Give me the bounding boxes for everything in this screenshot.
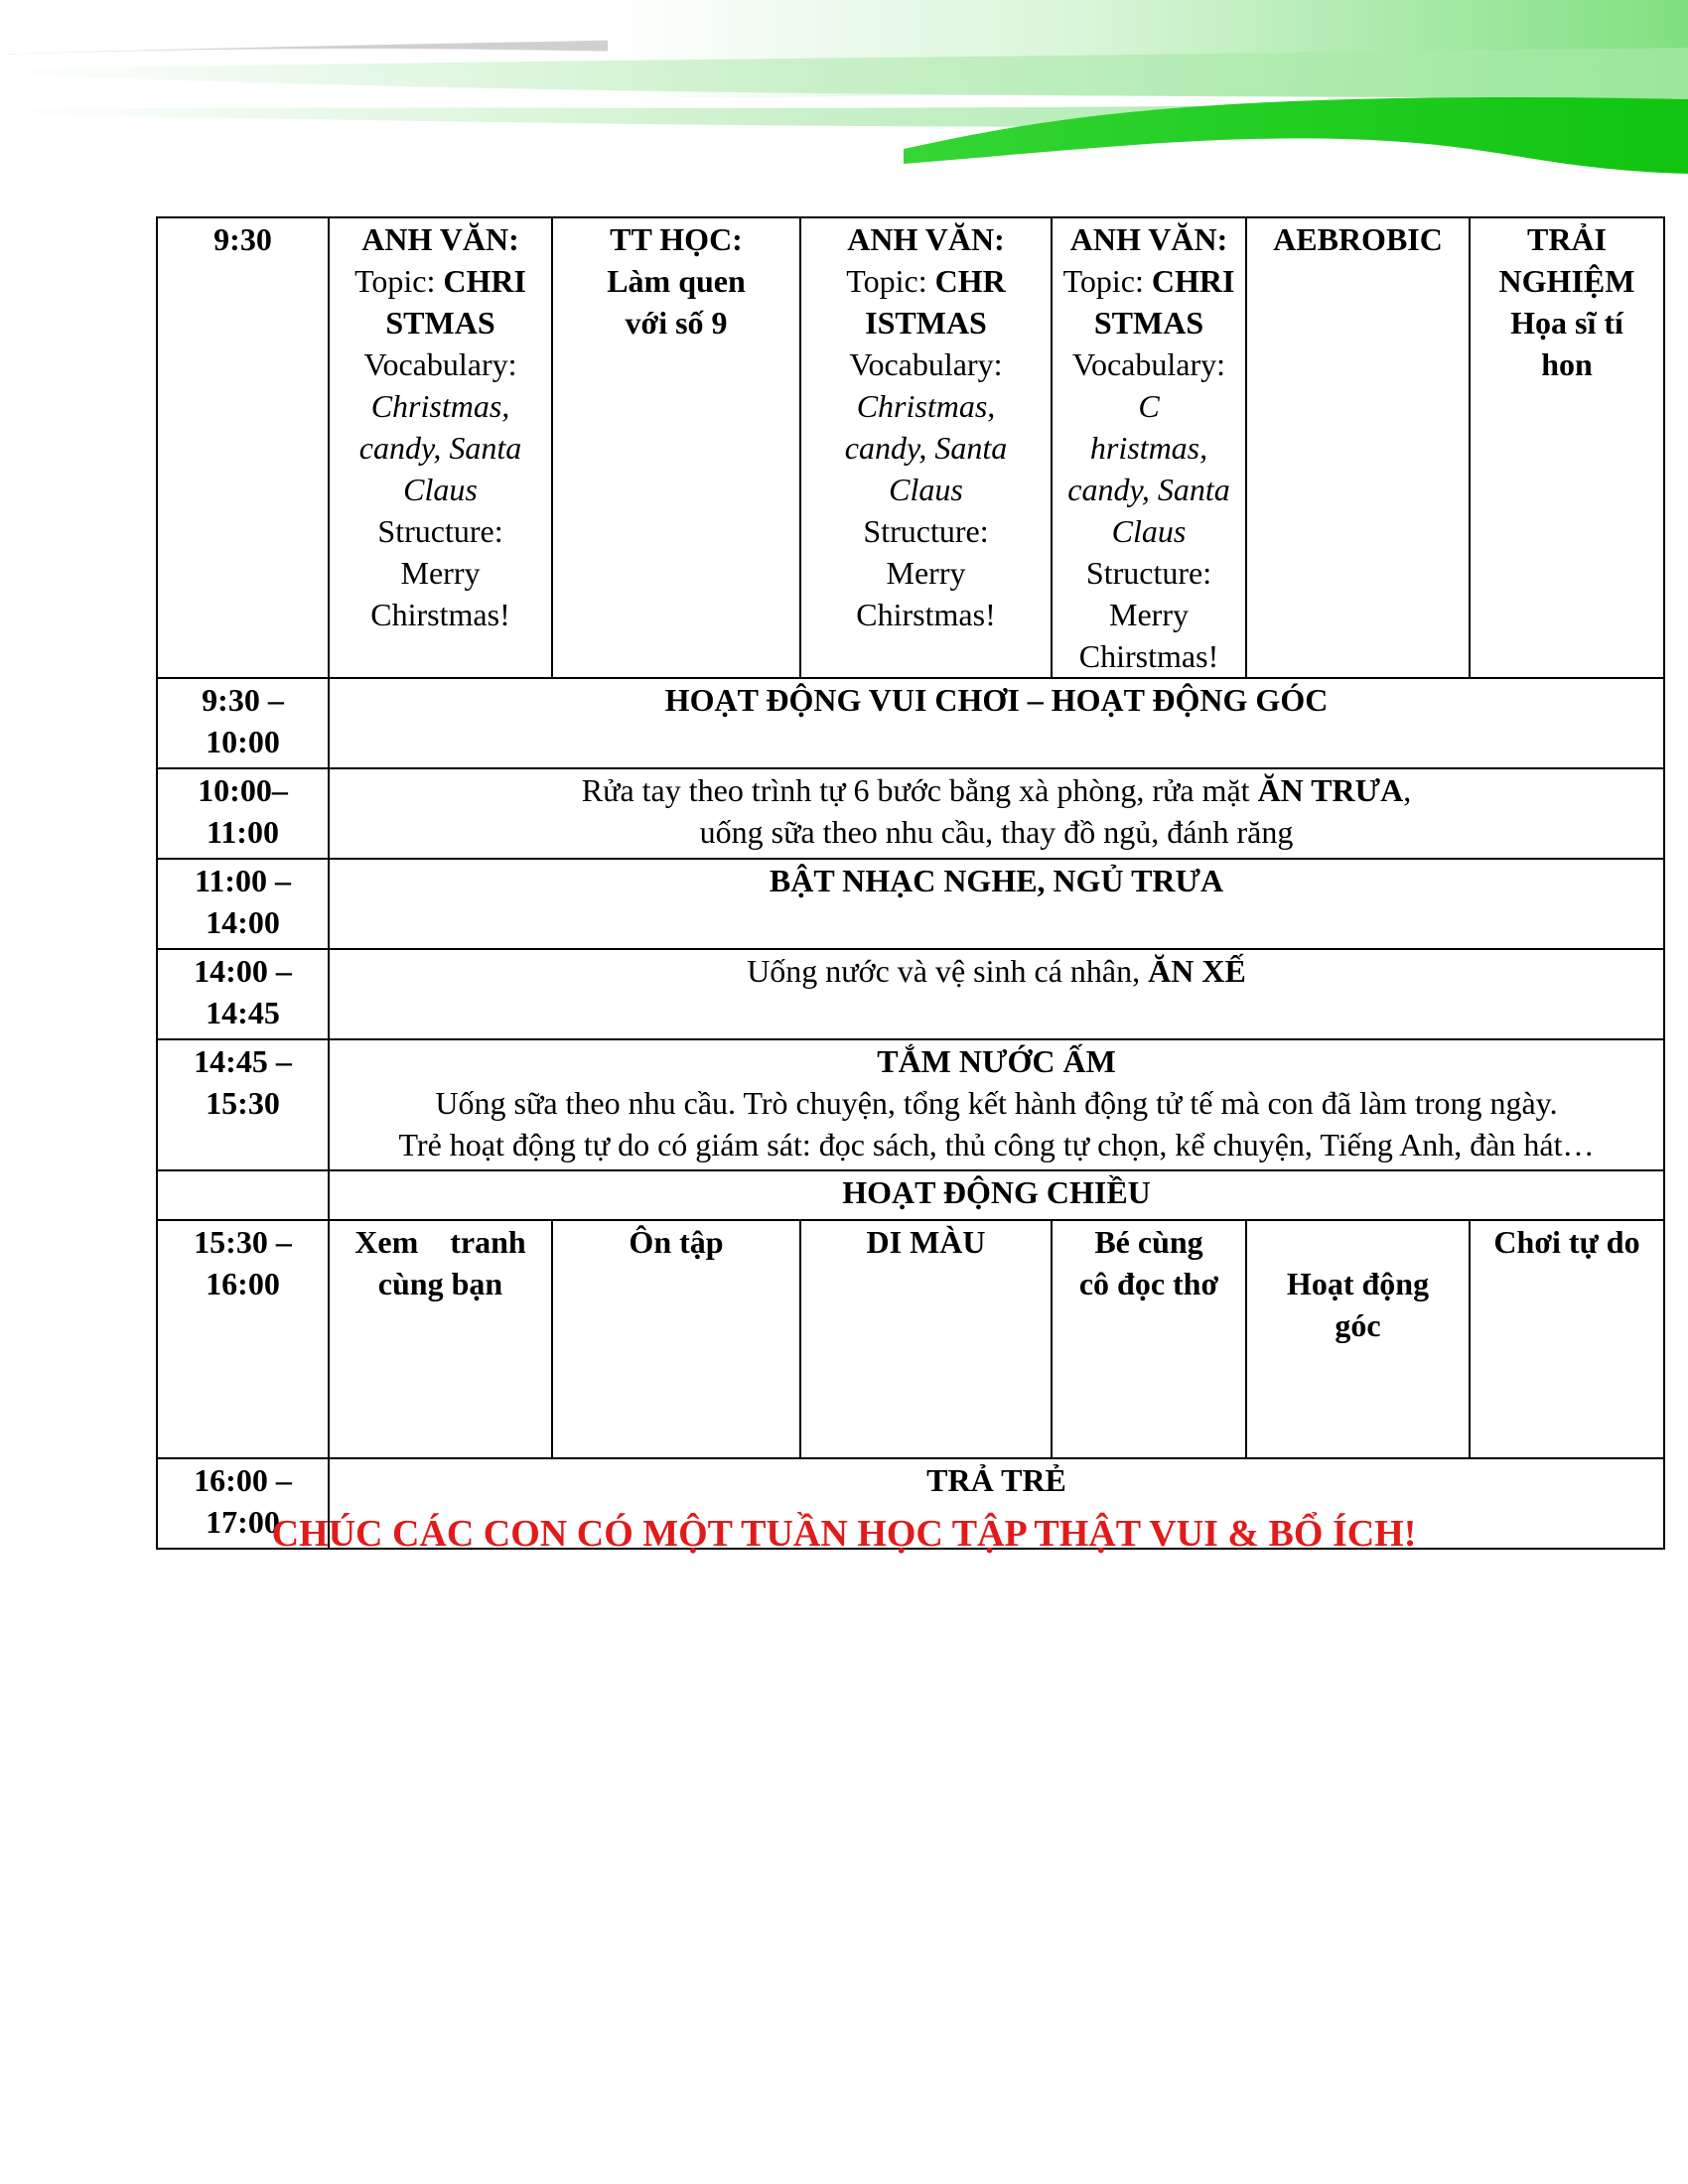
header-decoration [0,0,1688,189]
schedule-table [156,216,1665,1550]
aerobic-cell: AEBROBIC [1246,217,1470,678]
time-cell: 9:30 – 10:00 [157,678,329,768]
experience-cell: TRẢI NGHIỆM Họa sĩ tí hon [1470,217,1664,678]
afternoon-cell-5: Hoạt động góc [1246,1220,1470,1458]
time-cell: 16:00 – 17:00 [157,1458,329,1549]
english-cell-2: ANH VĂN: Topic: CHR ISTMAS Vocabulary: Christmas, candy, Santa Claus Structure: Merry Chirstmas! [800,217,1052,678]
math-cell: TT HỌC: Làm quen với số 9 [552,217,800,678]
activity-cell: BẬT NHẠC NGHE, NGỦ TRƯA [329,859,1664,949]
schedule-row [157,859,1664,949]
afternoon-row [157,1220,1664,1458]
time-cell: 15:30 – 16:00 [157,1220,329,1458]
morning-row [157,217,1664,678]
activity-cell: TRẢ TRẺ [329,1458,1664,1549]
schedule-row [157,678,1664,768]
time-cell: 14:45 – 15:30 [157,1039,329,1170]
afternoon-cell-1: Xem tranh cùng bạn [329,1220,552,1458]
footer-message: CHÚC CÁC CON CÓ MỘT TUẦN HỌC TẬP THẬT VUI & BỔ ÍCH! [271,1513,1417,1555]
afternoon-heading: HOẠT ĐỘNG CHIỀU [329,1170,1664,1220]
time-cell: 10:00– 11:00 [157,768,329,859]
empty-time-cell [157,1170,329,1220]
activity-cell: TẮM NƯỚC ẤM Uống sữa theo nhu cầu. Trò chuyện, tổng kết hành động tử tế mà con đã làm trong ngày. Trẻ hoạt động tự do có giám sát: đọc sách, thủ công tự chọn, kể chuyện, Tiếng Anh, đàn hát… [329,1039,1664,1170]
activity-cell: HOẠT ĐỘNG VUI CHƠI – HOẠT ĐỘNG GÓC [329,678,1664,768]
time-cell: 14:00 – 14:45 [157,949,329,1039]
activity-cell: Uống nước và vệ sinh cá nhân, ĂN XẾ [329,949,1664,1039]
time-cell: 9:30 [157,217,329,678]
english-cell-3: ANH VĂN: Topic: CHRI STMAS Vocabulary: C hristmas, candy, Santa Claus Structure: Merry Chirstmas! [1052,217,1246,678]
afternoon-cell-3: DI MÀU [800,1220,1052,1458]
time-cell: 11:00 – 14:00 [157,859,329,949]
schedule-row [157,1039,1664,1170]
schedule-row [157,768,1664,859]
activity-cell: Rửa tay theo trình tự 6 bước bằng xà phòng, rửa mặt ĂN TRƯA, uống sữa theo nhu cầu, thay đồ ngủ, đánh răng [329,768,1664,859]
schedule-row [157,949,1664,1039]
afternoon-cell-6: Chơi tự do [1470,1220,1664,1458]
afternoon-cell-2: Ôn tập [552,1220,800,1458]
afternoon-cell-4: Bé cùng cô đọc thơ [1052,1220,1246,1458]
english-cell-1: ANH VĂN: Topic: CHRI STMAS Vocabulary: Christmas, candy, Santa Claus Structure: Merry Chirstmas! [329,217,552,678]
afternoon-heading-row [157,1170,1664,1220]
